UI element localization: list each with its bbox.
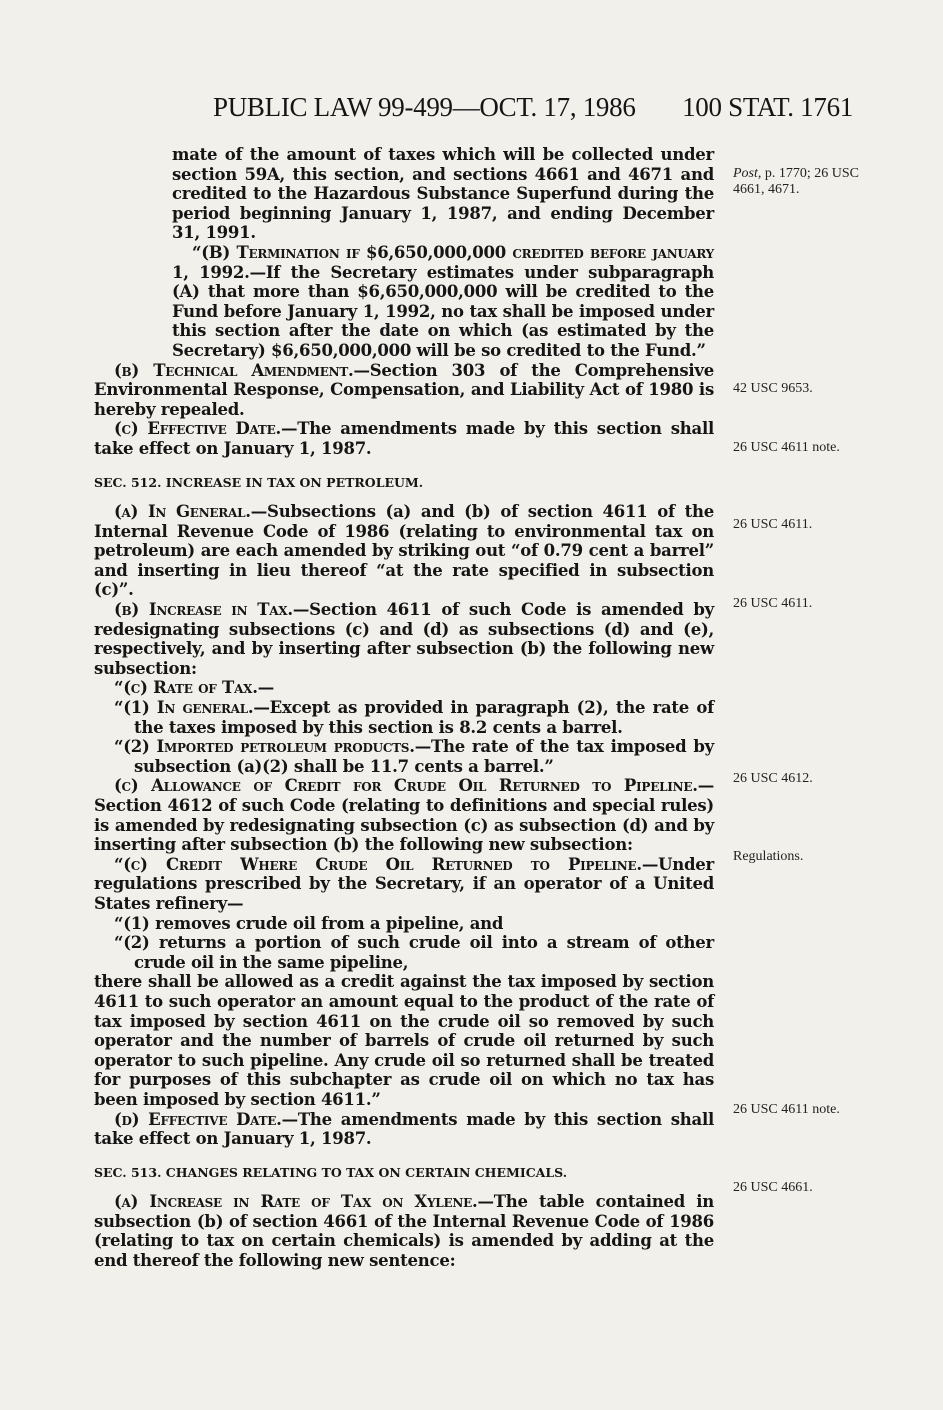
margin-note-42-usc-9653: 42 USC 9653.: [733, 381, 813, 396]
stat-reference: 100 STAT. 1761: [682, 92, 853, 122]
text-termination: —If the Secretary estimates under subparagraph (A) that more than $6,650,000,000 will be credited to the Fund before January 1, 1992, no tax shall be imposed under this section after the date on which (as estimated by the Secretary) $6,650,000,000 will be so credited to the Fund.”: [172, 262, 714, 360]
text-imported-products: —The rate of the tax imposed by subsection (a)(2) shall be 11.7 cents a barrel.”: [134, 737, 714, 776]
paragraph-in-general: [94, 502, 714, 600]
margin-note-regulations: Regulations.: [733, 849, 804, 864]
paragraph-termination: [94, 243, 714, 361]
section-heading-512: SEC. 512. INCREASE IN TAX ON PETROLEUM.: [94, 474, 424, 490]
heading-credit-where-returned: “(c) Credit Where Crude Oil Returned to Pipeline.: [114, 854, 642, 874]
paragraph-effective-date-511: [94, 419, 714, 458]
margin-note-26-usc-4611-note-b: 26 USC 4611 note.: [733, 1102, 840, 1117]
text-increase-in-tax: —Section 4611 of such Code is amended by redesignating subsections (c) and (d) as subsections (d) and (e), respectively, and by inserting after subsection (b) the following new subsection:: [94, 600, 714, 678]
paragraph-returns-portion: “(2) returns a portion of such crude oil into a stream of other crude oil in the same pipeline,: [114, 933, 714, 972]
paragraph-allowance-of-credit: [94, 776, 714, 854]
paragraph-estimate-continuation: mate of the amount of taxes which will be collected under section 59A, this section, and sections 4661 and 4671 and credited to the Hazardous Substance Superfund during the period beginning January 1, 1987, and ending December 31, 1991.: [172, 145, 714, 243]
paragraph-rate-general: [94, 698, 714, 737]
document-body: [94, 145, 714, 1271]
heading-effective-date-511: (c) Effective Date.: [114, 419, 281, 439]
paragraph-increase-in-tax: [94, 600, 714, 678]
text-xylene: —The table contained in subsection (b) of section 4661 of the Internal Revenue Code of 1986 (relating to tax on certain chemicals) is amended by adding at the end thereof the following new sentence:: [94, 1192, 715, 1271]
heading-effective-date-512: (d) Effective Date.: [114, 1109, 282, 1129]
text-rate-general: —Except as provided in paragraph (2), the rate of the taxes imposed by this section is 8.2 cents a barrel.: [134, 698, 714, 737]
page-header: [213, 92, 853, 128]
section-heading-513: SEC. 513. CHANGES RELATING TO TAX ON CERTAIN CHEMICALS.: [94, 1164, 568, 1180]
text-effective-date-511: —The amendments made by this section shall take effect on January 1, 1987.: [94, 419, 714, 458]
heading-rate-of-tax: “(c) Rate of Tax.: [114, 678, 258, 698]
heading-increase-in-tax: (b) Increase in Tax.: [114, 600, 293, 620]
text-credit-where-returned: —Under regulations prescribed by the Secretary, if an operator of a United States refinery—: [94, 854, 714, 913]
paragraph-credit-where-returned: [94, 855, 714, 914]
heading-allowance-of-credit: (c) Allowance of Credit for Crude Oil Returned to Pipeline.: [114, 776, 698, 796]
margin-note-post: [733, 166, 863, 198]
paragraph-imported-products: [94, 737, 714, 776]
text-allowance-of-credit: — Section 4612 of such Code (relating to definitions and special rules) is amended by redesignating subsection (c) as subsection (d) and by inserting after subsection (b) the following new subsection:: [94, 776, 714, 855]
text-rate-of-tax: —: [257, 678, 274, 698]
text-effective-date-512: —The amendments made by this section shall take effect on January 1, 1987.: [94, 1109, 714, 1149]
paragraph-xylene: [94, 1192, 714, 1270]
law-title: PUBLIC LAW 99-499—OCT. 17, 1986: [213, 92, 636, 122]
margin-note-post-citation: p. 1770; 26 USC 4661, 4671.: [733, 166, 860, 197]
heading-imported-products: “(2) Imported petroleum products.: [114, 737, 415, 757]
paragraph-technical-amendment: [94, 361, 714, 420]
text-in-general: —Subsections (a) and (b) of section 4611 of the Internal Revenue Code of 1986 (relating to environmental tax on petroleum) are each amended by striking out “of 0.79 cent a barrel” and inserting in lieu thereof “at the rate specified in subsection (c)”.: [94, 502, 715, 600]
paragraph-rate-of-tax: [94, 678, 714, 698]
text-technical-amendment: —Section 303 of the Comprehensive Environmental Response, Compensation, and Liability Act of 1980 is hereby repealed.: [94, 360, 714, 419]
paragraph-credit-allowed: there shall be allowed as a credit against the tax imposed by section 4611 to such operator an amount equal to the product of the rate of tax imposed by section 4611 on the crude oil so removed by such operator and the number of barrels of crude oil returned by such operator to such pipeline. Any crude oil so returned shall be treated for purposes of this subchapter as crude oil on which no tax has been imposed by section 4611.”: [94, 972, 714, 1109]
heading-xylene: (a) Increase in Rate of Tax on Xylene.: [114, 1192, 478, 1212]
margin-note-26-usc-4612: 26 USC 4612.: [733, 771, 813, 786]
heading-technical-amendment: (b) Technical Amendment.: [114, 360, 354, 380]
paragraph-removes-crude: “(1) removes crude oil from a pipeline, and: [114, 913, 504, 933]
heading-in-general: (a) In General.: [114, 502, 251, 522]
margin-note-post-italic: Post,: [733, 166, 762, 181]
margin-note-26-usc-4661: 26 USC 4661.: [733, 1180, 813, 1195]
heading-termination: “(B) Termination if $6,650,000,000 credited before january 1, 1992.: [172, 242, 714, 282]
margin-note-26-usc-4611-a: 26 USC 4611.: [733, 517, 813, 532]
paragraph-effective-date-512: [94, 1110, 714, 1149]
margin-note-26-usc-4611-note-a: 26 USC 4611 note.: [733, 440, 840, 455]
margin-note-26-usc-4611-b: 26 USC 4611.: [733, 596, 813, 611]
heading-rate-general: “(1) In general.: [114, 698, 254, 718]
